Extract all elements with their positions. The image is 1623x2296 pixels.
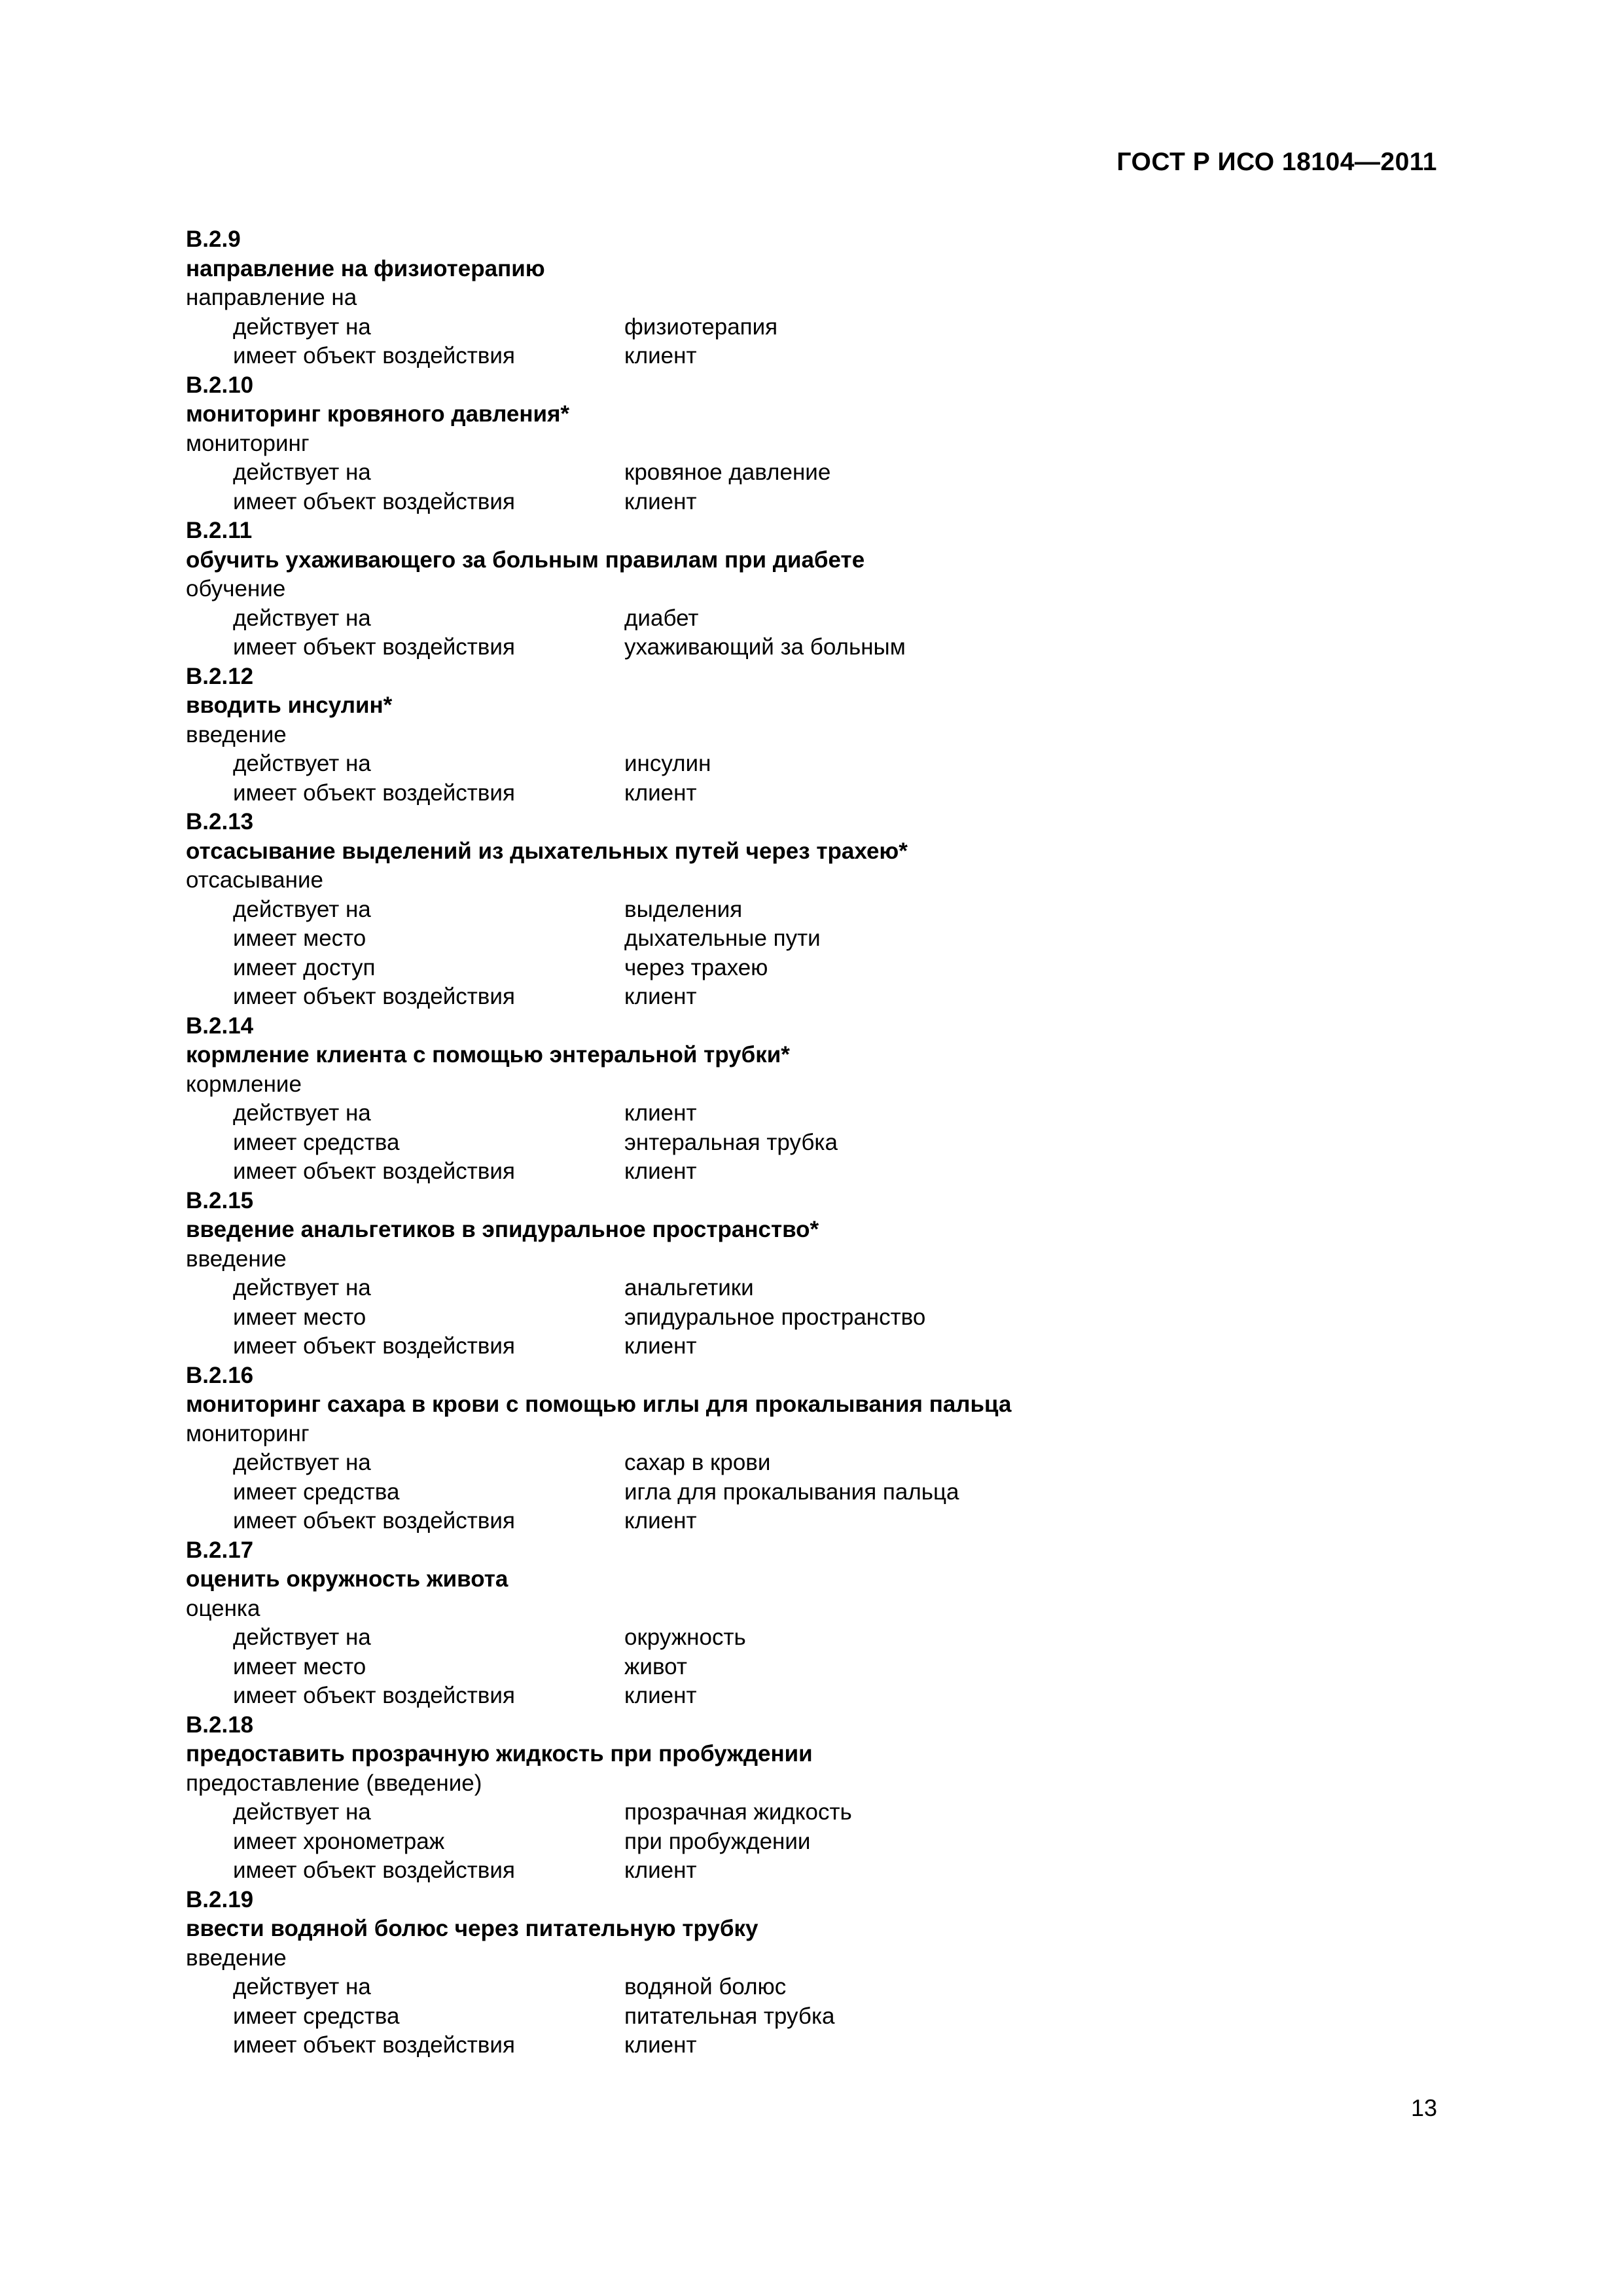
relation-row [186, 458, 1429, 488]
relation-name: имеет объект воздействия [233, 780, 515, 806]
relation-name: действует на [233, 605, 371, 631]
entry-concept: мониторинг [186, 430, 310, 456]
relation-value: сахар в крови [624, 1450, 771, 1475]
relation-name: имеет объект воздействия [233, 1857, 515, 1883]
relation-value: водяной болюс [624, 1974, 787, 2000]
relation-value: эпидуральное пространство [624, 1304, 926, 1330]
relation-name: имеет объект воздействия [233, 634, 515, 660]
relation-row [186, 924, 1429, 954]
entry-concept: обучение [186, 576, 286, 601]
entry-code: B.2.15 [186, 1187, 254, 1213]
relation-row [186, 1303, 1429, 1333]
relation-name: имеет место [233, 1653, 366, 1679]
relation-name: имеет объект воздействия [233, 1508, 515, 1534]
relation-row [186, 1099, 1429, 1128]
entry-concept: оценка [186, 1595, 260, 1621]
relation-value: выделения [624, 896, 743, 922]
relation-row [186, 895, 1429, 925]
entry-concept: введение [186, 721, 287, 747]
relation-row [186, 1798, 1429, 1827]
relation-row [186, 1274, 1429, 1303]
entry-code: B.2.18 [186, 1712, 254, 1738]
relation-value: диабет [624, 605, 699, 631]
relation-row [186, 633, 1429, 662]
entry-code: B.2.11 [186, 518, 253, 543]
term-entry [186, 516, 1429, 662]
entry-concept: введение [186, 1945, 287, 1971]
relation-row [186, 1507, 1429, 1536]
relation-value: через трахею [624, 954, 768, 980]
entry-concept: предоставление (введение) [186, 1770, 482, 1796]
relation-name: имеет объект воздействия [233, 1683, 515, 1708]
relation-name: действует на [233, 314, 371, 340]
relation-value: клиент [624, 1100, 697, 1126]
entry-title: мониторинг кровяного давления* [186, 401, 570, 427]
relation-value: прозрачная жидкость [624, 1799, 852, 1825]
relation-row [186, 1623, 1429, 1653]
relation-value: клиент [624, 780, 697, 806]
entry-title: предоставить прозрачную жидкость при пробуждении [186, 1741, 813, 1767]
relation-row [186, 1653, 1429, 1682]
relation-row [186, 1157, 1429, 1187]
relation-value: клиент [624, 1158, 697, 1184]
term-entry [186, 662, 1429, 808]
entry-code: B.2.12 [186, 663, 254, 689]
term-entry [186, 371, 1429, 517]
document-header: ГОСТ Р ИСО 18104—2011 [1116, 148, 1437, 176]
relation-name: имеет объект воздействия [233, 343, 515, 368]
entry-title: обучить ухаживающего за больным правилам при диабете [186, 547, 865, 573]
relation-row [186, 779, 1429, 808]
relation-row [186, 342, 1429, 371]
relation-name: действует на [233, 1974, 371, 2000]
term-entry [186, 1711, 1429, 1886]
relation-value: дыхательные пути [624, 925, 821, 951]
relation-row [186, 982, 1429, 1012]
relation-name: действует на [233, 751, 371, 776]
entry-code: B.2.14 [186, 1013, 254, 1039]
relation-value: физиотерапия [624, 314, 778, 340]
relation-name: действует на [233, 1450, 371, 1475]
relation-value: клиент [624, 1508, 697, 1534]
relation-name: имеет объект воздействия [233, 1333, 515, 1359]
term-entry [186, 1886, 1429, 2060]
relation-value: живот [624, 1653, 687, 1679]
relation-row [186, 1973, 1429, 2002]
relation-name: действует на [233, 1100, 371, 1126]
relation-name: имеет средства [233, 2003, 400, 2029]
term-entry [186, 1012, 1429, 1187]
term-entry [186, 225, 1429, 371]
relation-value: клиент [624, 343, 697, 368]
relation-row [186, 313, 1429, 342]
entry-title: мониторинг сахара в крови с помощью иглы для прокалывания пальца [186, 1391, 1012, 1417]
relation-row [186, 1478, 1429, 1507]
entry-code: B.2.10 [186, 372, 254, 398]
entry-title: ввести водяной болюс через питательную трубку [186, 1916, 758, 1941]
relation-name: имеет средства [233, 1129, 400, 1155]
relation-value: клиент [624, 1333, 697, 1359]
entry-code: B.2.16 [186, 1362, 254, 1388]
relation-value: клиент [624, 1857, 697, 1883]
relation-value: кровяное давление [624, 459, 831, 485]
relation-row [186, 1332, 1429, 1361]
relation-value: клиент [624, 2032, 697, 2058]
relation-row [186, 954, 1429, 983]
term-entry [186, 808, 1429, 1012]
relation-value: энтеральная трубка [624, 1129, 838, 1155]
relation-name: имеет объект воздействия [233, 984, 515, 1009]
relation-name: действует на [233, 896, 371, 922]
relation-name: имеет средства [233, 1479, 400, 1505]
relation-name: действует на [233, 459, 371, 485]
term-entry [186, 1361, 1429, 1536]
relation-name: имеет место [233, 1304, 366, 1330]
relation-name: имеет объект воздействия [233, 2032, 515, 2058]
relation-row [186, 1128, 1429, 1158]
entry-title: отсасывание выделений из дыхательных путей через трахею* [186, 838, 908, 864]
entry-concept: мониторинг [186, 1420, 310, 1446]
term-entry [186, 1187, 1429, 1361]
relation-row [186, 1448, 1429, 1478]
relation-name: имеет хронометраж [233, 1828, 445, 1854]
term-entry [186, 1536, 1429, 1711]
entry-title: направление на физиотерапию [186, 255, 545, 281]
relation-row [186, 604, 1429, 634]
relation-row [186, 1681, 1429, 1711]
relation-value: инсулин [624, 751, 711, 776]
relation-value: игла для прокалывания пальца [624, 1479, 959, 1505]
relation-name: действует на [233, 1799, 371, 1825]
relation-row [186, 2031, 1429, 2060]
document-body [186, 225, 1429, 2060]
entry-code: B.2.13 [186, 809, 254, 834]
relation-name: имеет объект воздействия [233, 488, 515, 514]
relation-value: клиент [624, 488, 697, 514]
relation-value: анальгетики [624, 1275, 754, 1300]
relation-name: действует на [233, 1275, 371, 1300]
entry-concept: введение [186, 1246, 287, 1272]
relation-value: при пробуждении [624, 1828, 811, 1854]
entry-code: B.2.19 [186, 1886, 254, 1912]
page-number: 13 [1410, 2094, 1437, 2121]
relation-name: действует на [233, 1624, 371, 1650]
entry-concept: отсасывание [186, 867, 323, 893]
entry-code: B.2.9 [186, 226, 241, 252]
relation-value: окружность [624, 1624, 746, 1650]
entry-concept: направление на [186, 285, 357, 310]
relation-name: имеет место [233, 925, 366, 951]
relation-name: имеет доступ [233, 954, 376, 980]
relation-value: клиент [624, 1683, 697, 1708]
entry-code: B.2.17 [186, 1537, 254, 1563]
relation-row [186, 1856, 1429, 1886]
relation-row [186, 749, 1429, 779]
relation-name: имеет объект воздействия [233, 1158, 515, 1184]
entry-title: вводить инсулин* [186, 692, 393, 718]
relation-value: питательная трубка [624, 2003, 835, 2029]
relation-row [186, 2002, 1429, 2032]
relation-row [186, 1827, 1429, 1857]
entry-title: введение анальгетиков в эпидуральное пространство* [186, 1217, 819, 1242]
entry-title: кормление клиента с помощью энтеральной трубки* [186, 1042, 790, 1067]
entry-concept: кормление [186, 1071, 302, 1097]
relation-value: клиент [624, 984, 697, 1009]
relation-row [186, 488, 1429, 517]
relation-value: ухаживающий за больным [624, 634, 906, 660]
entry-title: оценить окружность живота [186, 1566, 508, 1592]
